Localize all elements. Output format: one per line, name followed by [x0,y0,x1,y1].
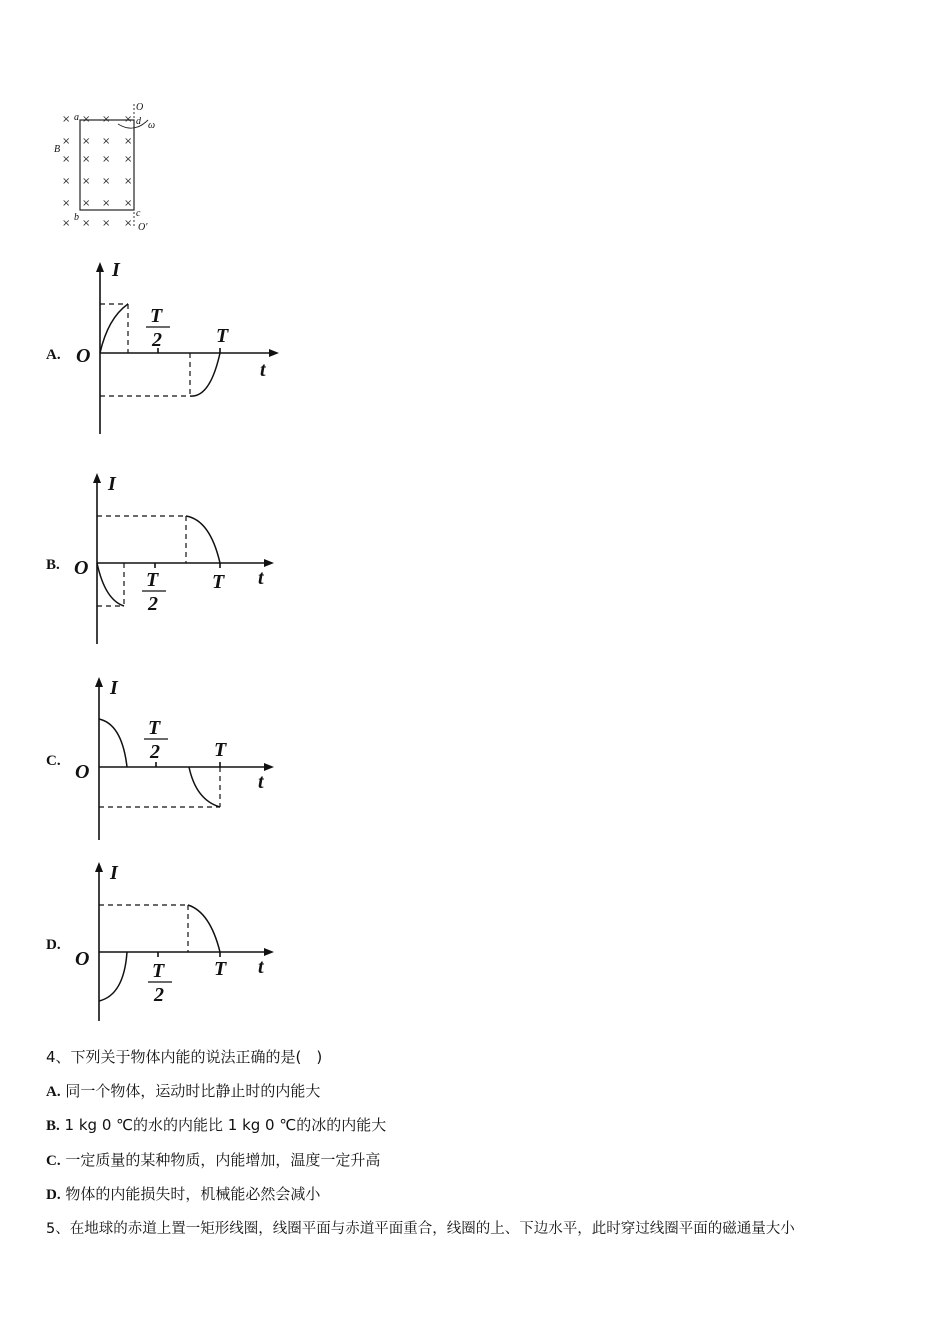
q4-option-d [46,1183,320,1204]
field-cross: × [82,218,91,229]
q5-stem: 5、在地球的赤道上置一矩形线圈，线圈平面与赤道平面重合，线圈的上、下边水平，此时穿过线圈平面的磁通量大小 [46,1221,795,1237]
field-cross: × [102,136,111,147]
graph-b-svg [70,468,290,648]
q4-option-a-text: 同一个物体，运动时比静止时的内能大 [65,1082,321,1100]
q4-option-a [46,1080,320,1101]
q4-option-b-text: 1 kg 0 ℃的水的内能比 1 kg 0 ℃的冰的内能大 [64,1116,387,1134]
option-a-label: A. [46,347,61,363]
option-d-label: D. [46,937,61,953]
t-axis-arrow [264,763,274,771]
period-label: T [214,958,227,980]
field-cross: × [124,218,133,229]
half-period-numerator: T [146,569,159,591]
coil-rectangle [80,120,134,210]
half-period-denominator: 2 [154,984,164,1006]
label-axis-top: O [136,102,144,113]
field-cross: × [102,114,111,125]
q4-option-b [46,1114,386,1135]
q4-option-c [46,1149,380,1170]
current-curve [186,516,220,563]
q4-option-c-text: 一定质量的某种物质，内能增加，温度一定升高 [65,1151,381,1169]
q4-stem: 4、下列关于物体内能的说法正确的是( ) [46,1048,323,1066]
origin-label: O [76,345,91,367]
q4-option-d-label: D. [46,1187,61,1203]
t-axis-label: t [260,359,266,381]
origin-label: O [75,761,90,783]
graph-c-svg [70,672,290,844]
label-c: c [136,208,141,219]
i-axis-arrow [95,862,103,872]
coil-svg [52,100,172,235]
graph-c [70,672,290,844]
current-curve [99,952,127,1001]
field-cross: × [82,176,91,187]
magnetic-field-crosses [62,114,132,229]
current-curve [99,719,127,767]
i-axis-label: I [110,862,118,884]
current-curve [97,563,124,606]
q4-option-c-label: C. [46,1153,61,1169]
field-cross: × [82,198,91,209]
t-axis-arrow [269,349,279,357]
q4-option-d-text: 物体的内能损失时，机械能必然会减小 [65,1185,321,1203]
origin-label: O [74,557,89,579]
field-cross: × [62,198,71,209]
field-cross: × [62,176,71,187]
i-axis-label: I [110,677,118,699]
half-period-denominator: 2 [150,741,160,763]
rotation-arrow [118,120,148,128]
label-axis-bottom: O′ [138,222,148,233]
current-curve [100,304,128,353]
half-period-numerator: T [150,305,163,327]
t-axis-arrow [264,559,274,567]
field-cross: × [124,114,133,125]
q4-option-b-label: B. [46,1118,60,1134]
t-axis-label: t [258,956,264,978]
half-period-numerator: T [148,717,161,739]
field-cross: × [62,154,71,165]
period-label: T [214,739,227,761]
field-cross: × [82,114,91,125]
half-period-numerator: T [152,960,165,982]
current-curve [190,353,220,396]
t-axis-label: t [258,567,264,589]
period-label: T [212,571,225,593]
field-cross: × [124,136,133,147]
i-axis-arrow [95,677,103,687]
field-cross: × [62,218,71,229]
option-c-label: C. [46,753,61,769]
field-cross: × [62,136,71,147]
field-cross: × [124,176,133,187]
label-d: d [136,116,141,127]
field-cross: × [124,198,133,209]
current-curve [188,905,220,952]
period-label: T [216,325,229,347]
label-field-B: B [54,144,61,155]
i-axis-arrow [96,262,104,272]
graph-a-svg [70,258,290,438]
field-cross: × [102,176,111,187]
label-b: b [74,212,79,223]
i-axis-label: I [112,259,120,281]
half-period-denominator: 2 [152,329,162,351]
graph-d-svg [70,857,290,1027]
field-cross: × [82,154,91,165]
field-cross: × [62,114,71,125]
graph-b [70,468,290,648]
half-period-denominator: 2 [148,593,158,615]
coil-figure [52,100,172,235]
i-axis-arrow [93,473,101,483]
q4-option-a-label: A. [46,1084,61,1100]
label-omega: ω [148,120,156,131]
current-curve [189,767,220,807]
label-a: a [74,112,79,123]
t-axis-label: t [258,771,264,793]
i-axis-label: I [108,473,116,495]
field-cross: × [102,218,111,229]
graph-a [70,258,290,438]
field-cross: × [124,154,133,165]
field-cross: × [102,198,111,209]
origin-label: O [75,948,90,970]
field-cross: × [102,154,111,165]
option-b-label: B. [46,557,60,573]
t-axis-arrow [264,948,274,956]
graph-d [70,857,290,1027]
field-cross: × [82,136,91,147]
